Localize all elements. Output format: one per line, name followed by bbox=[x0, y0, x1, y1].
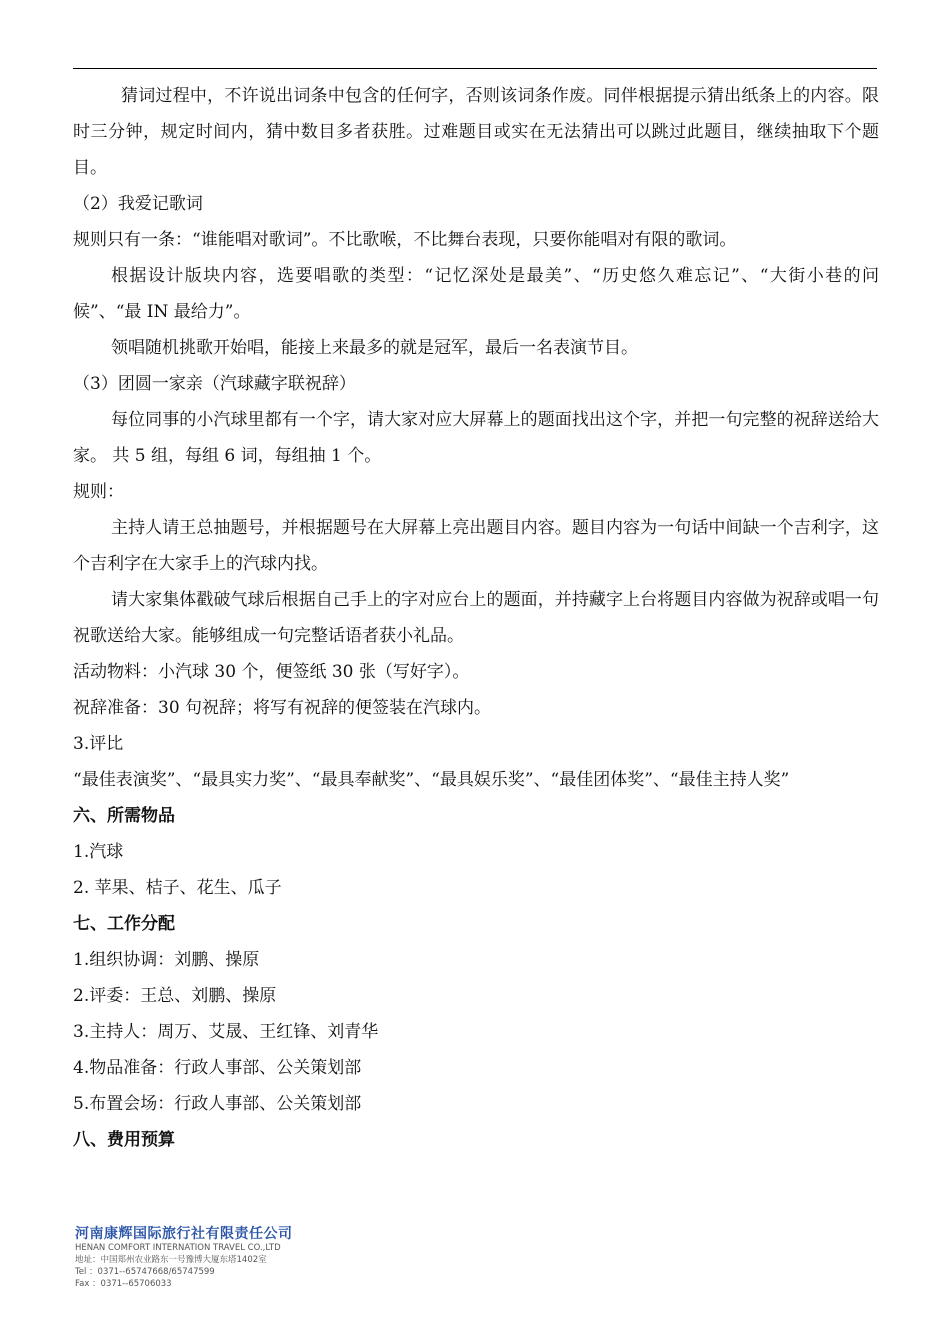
section-heading-budget: 八、费用预算 bbox=[73, 1130, 175, 1150]
paragraph-song-types: 根据设计版块内容，选要唱歌的类型：“记忆深处是最美”、“历史悠久难忘记”、“大街小巷的问候”、“最 IN 最给力”。 bbox=[73, 266, 879, 322]
list-item: 1.组织协调：刘鹏、操原 bbox=[73, 950, 260, 970]
paragraph-lead-singer: 领唱随机挑歌开始唱，能接上来最多的就是冠军，最后一名表演节目。 bbox=[111, 338, 638, 358]
paragraph-balloon: 每位同事的小汽球里都有一个字，请大家对应大屏幕上的题面找出这个字，并把一句完整的祝辞送给大家。 共 5 组，每组 6 词，每组抽 1 个。 bbox=[73, 410, 879, 466]
paragraph-award-list: “最佳表演奖”、“最具实力奖”、“最具奉献奖”、“最具娱乐奖”、“最佳团体奖”、“最佳主持人奖” bbox=[73, 770, 790, 790]
list-item: 1.汽球 bbox=[73, 842, 124, 862]
paragraph-pop-balloon: 请大家集体戳破气球后根据自己手上的字对应台上的题面，并持藏字上台将题目内容做为祝辞或唱一句祝歌送给大家。能够组成一句完整话语者获小礼品。 bbox=[73, 590, 879, 646]
list-item: 4.物品准备：行政人事部、公关策划部 bbox=[73, 1058, 362, 1078]
company-tel: Tel ：0371--65747668/65747599 bbox=[75, 1267, 215, 1277]
paragraph-lyrics-rule: 规则只有一条：“谁能唱对歌词”。不比歌喉，不比舞台表现，只要你能唱对有限的歌词。 bbox=[73, 230, 737, 250]
list-item: 3.主持人：周万、艾晟、王红锋、刘青华 bbox=[73, 1022, 379, 1042]
section-heading-assignments: 七、工作分配 bbox=[73, 914, 175, 934]
paragraph-materials: 活动物料：小汽球 30 个，便签纸 30 张（写好字）。 bbox=[73, 662, 470, 682]
list-item: 2. 苹果、桔子、花生、瓜子 bbox=[73, 878, 282, 898]
list-item: 2.评委：王总、刘鹏、操原 bbox=[73, 986, 277, 1006]
subheading-lyrics: （2）我爱记歌词 bbox=[73, 194, 203, 214]
paragraph-blessings: 祝辞准备：30 句祝辞；将写有祝辞的便签装在汽球内。 bbox=[73, 698, 492, 718]
company-name-en: HENAN COMFORT INTERNATION TRAVEL CO.,LTD bbox=[75, 1243, 281, 1253]
label-rules: 规则： bbox=[73, 482, 124, 502]
paragraph-host: 主持人请王总抽题号，并根据题号在大屏幕上亮出题目内容。题目内容为一句话中间缺一个吉利字，这个吉利字在大家手上的汽球内找。 bbox=[73, 518, 879, 574]
company-address: 地址：中国郑州农业路东一号豫博大厦东塔1402室 bbox=[75, 1255, 267, 1265]
paragraph-guess-rules: 猜词过程中，不许说出词条中包含的任何字，否则该词条作废。同伴根据提示猜出纸条上的内容。限时三分钟，规定时间内，猜中数目多者获胜。过难题目或实在无法猜出可以跳过此题目，继续抽取下个题目。 bbox=[73, 86, 879, 178]
company-footer bbox=[75, 1225, 375, 1290]
document-body bbox=[73, 78, 879, 1158]
list-item: 5.布置会场：行政人事部、公关策划部 bbox=[73, 1094, 362, 1114]
header-rule bbox=[73, 68, 877, 69]
company-fax: Fax ：0371--65706033 bbox=[75, 1279, 172, 1289]
company-name-cn: 河南康辉国际旅行社有限责任公司 bbox=[75, 1226, 293, 1242]
subheading-reunion: （3）团圆一家亲（汽球藏字联祝辞） bbox=[73, 374, 356, 394]
subheading-awards: 3.评比 bbox=[73, 734, 124, 754]
section-heading-supplies: 六、所需物品 bbox=[73, 806, 175, 826]
